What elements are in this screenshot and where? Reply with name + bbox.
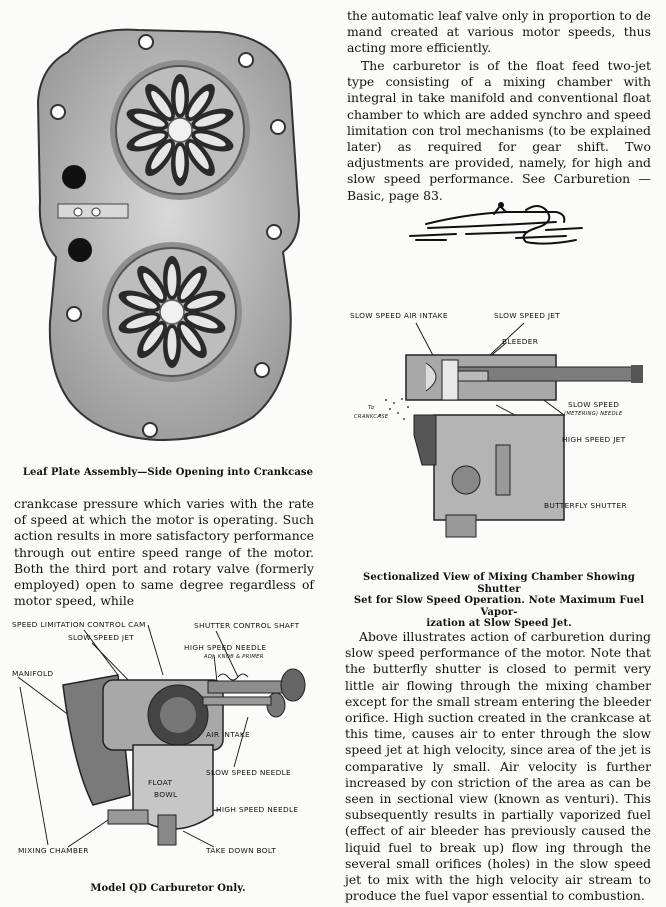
text-line: the slow speed jet to mix with the high velocity xyxy=(345,855,651,888)
text-line: combustion. xyxy=(568,888,645,904)
text-line: air flowing through the mixing chamber except xyxy=(345,677,652,709)
label-float: FLOAT xyxy=(148,778,173,787)
label-shutter-control-shaft: SHUTTER CONTROL SHAFT xyxy=(194,621,300,630)
label-air-intake: AIR INTAKE xyxy=(206,730,250,739)
left-paragraph-1 xyxy=(14,496,314,609)
text-line: trol mechanisms (to be explained later) as required xyxy=(347,122,651,155)
label-high-speed-jet: HIGH SPEED JET xyxy=(562,435,626,444)
text-line: mand created at various motor speeds, thus acting xyxy=(347,24,651,56)
text-line: port and rotary valve (formerly employed) open xyxy=(14,560,314,593)
text-line: striction of the area as can be seen in sectional view xyxy=(345,774,651,807)
caption-line: ization at Slow Speed Jet. xyxy=(426,618,572,629)
label-bowl: BOWL xyxy=(154,790,178,799)
label-to: To xyxy=(368,405,375,411)
text-line: crankcase pressure which varies with the rate of xyxy=(14,496,314,528)
text-line: (known as venturi). This subsequently results in xyxy=(345,791,651,823)
text-line: the butterfly shutter is closed to permit very little xyxy=(345,661,651,693)
text-line: slow speed performance of the motor. Note that xyxy=(345,645,651,661)
text-line: take manifold and conventional float chamber to xyxy=(347,90,652,122)
carburetor-figure xyxy=(8,615,318,865)
text-line: The carburetor is of the float feed two-jet type xyxy=(347,58,651,90)
boat-sketch xyxy=(406,200,594,250)
label-high-speed-needle-bottom: HIGH SPEED NEEDLE xyxy=(216,805,299,814)
label-speed-limitation-control-cam: SPEED LIMITATION CONTROL CAM xyxy=(12,620,146,629)
label-butterfly-shutter: BUTTERFLY SHUTTER xyxy=(544,501,627,510)
text-line: Carburetion — Basic, page 83. xyxy=(347,171,651,203)
caption-line: Set for Slow Speed Operation. Note Maximum Fuel Vapor- xyxy=(353,595,645,618)
carburetor-photo xyxy=(8,615,318,865)
text-line: namely, for high and slow speed performance. See xyxy=(347,155,651,187)
label-adj-knob-primer: ADJ. KNOB & PRIMER xyxy=(204,654,264,660)
label-high-speed-needle-top: HIGH SPEED NEEDLE xyxy=(184,643,267,652)
text-line: which are added synchro and speed limitation con xyxy=(347,106,651,138)
text-line: air stream to produce the fuel vapor essential to xyxy=(345,872,651,904)
figure2-caption: Model QD Carburetor Only. xyxy=(90,883,246,894)
right-paragraph-2 xyxy=(347,58,651,204)
label-mixing-chamber: MIXING CHAMBER xyxy=(18,846,89,855)
right-paragraph-1 xyxy=(347,8,651,57)
text-line: more efficiently. xyxy=(390,40,492,56)
right-paragraph-3 xyxy=(345,629,651,904)
label-slow-speed-air-intake: SLOW SPEED AIR INTAKE xyxy=(350,311,448,320)
text-line: high velocity, since area of the jet is comparative xyxy=(345,742,651,774)
text-line: for the small stream entering the bleeder orifice. xyxy=(345,693,651,726)
label-slow-speed-needle: SLOW SPEED NEEDLE xyxy=(206,768,291,777)
text-line: previously caused the liquid fuel to break up) flow xyxy=(345,823,651,855)
text-line: to same degree regardless of motor speed, while xyxy=(14,577,314,609)
text-line: ly small. Air velocity is further increased by con xyxy=(345,758,651,790)
text-line: High suction created in the crankcase at this time, xyxy=(345,710,651,742)
label-bleeder: BLEEDER xyxy=(502,337,539,346)
text-line: the automatic leaf valve only in proportion to de xyxy=(347,8,651,23)
text-line: out entire speed range of the motor. Both the third xyxy=(14,544,314,576)
text-line: partially vaporized fuel (effect of air bleeder has xyxy=(345,807,651,839)
text-line: causes air to enter through the slow speed jet at xyxy=(345,726,651,758)
label-metering-needle: (METERING) NEEDLE xyxy=(564,411,623,417)
label-slow-speed-jet-fig3: SLOW SPEED JET xyxy=(494,311,561,320)
leaf-plate-photo xyxy=(28,22,306,450)
label-slow-speed-jet: SLOW SPEED JET xyxy=(68,633,135,642)
text-line: for gear shift. Two adjustments are provided, xyxy=(347,139,651,171)
text-line: results in more satisfactory performance through xyxy=(14,528,314,560)
sectional-view-drawing xyxy=(346,305,656,560)
label-manifold: MANIFOLD xyxy=(12,669,54,678)
text-line: Above illustrates action of carburetion during xyxy=(359,629,651,644)
figure1-caption: Leaf Plate Assembly—Side Opening into Crankcase xyxy=(22,467,314,478)
text-line: speed at which the motor is operating. Such action xyxy=(14,512,314,544)
text-line: consisting of a mixing chamber with integral in xyxy=(347,74,651,106)
label-slow-speed: SLOW SPEED xyxy=(568,400,620,409)
label-take-down-bolt: TAKE DOWN BOLT xyxy=(206,846,277,855)
text-line: ing through the several small orifices (holes) in xyxy=(345,839,651,871)
figure3-caption xyxy=(340,572,658,630)
caption-line: Sectionalized View of Mixing Chamber Showing Shutter xyxy=(363,572,635,595)
sectional-view-figure xyxy=(346,305,656,560)
label-crankcase: CRANKCASE xyxy=(354,414,389,420)
